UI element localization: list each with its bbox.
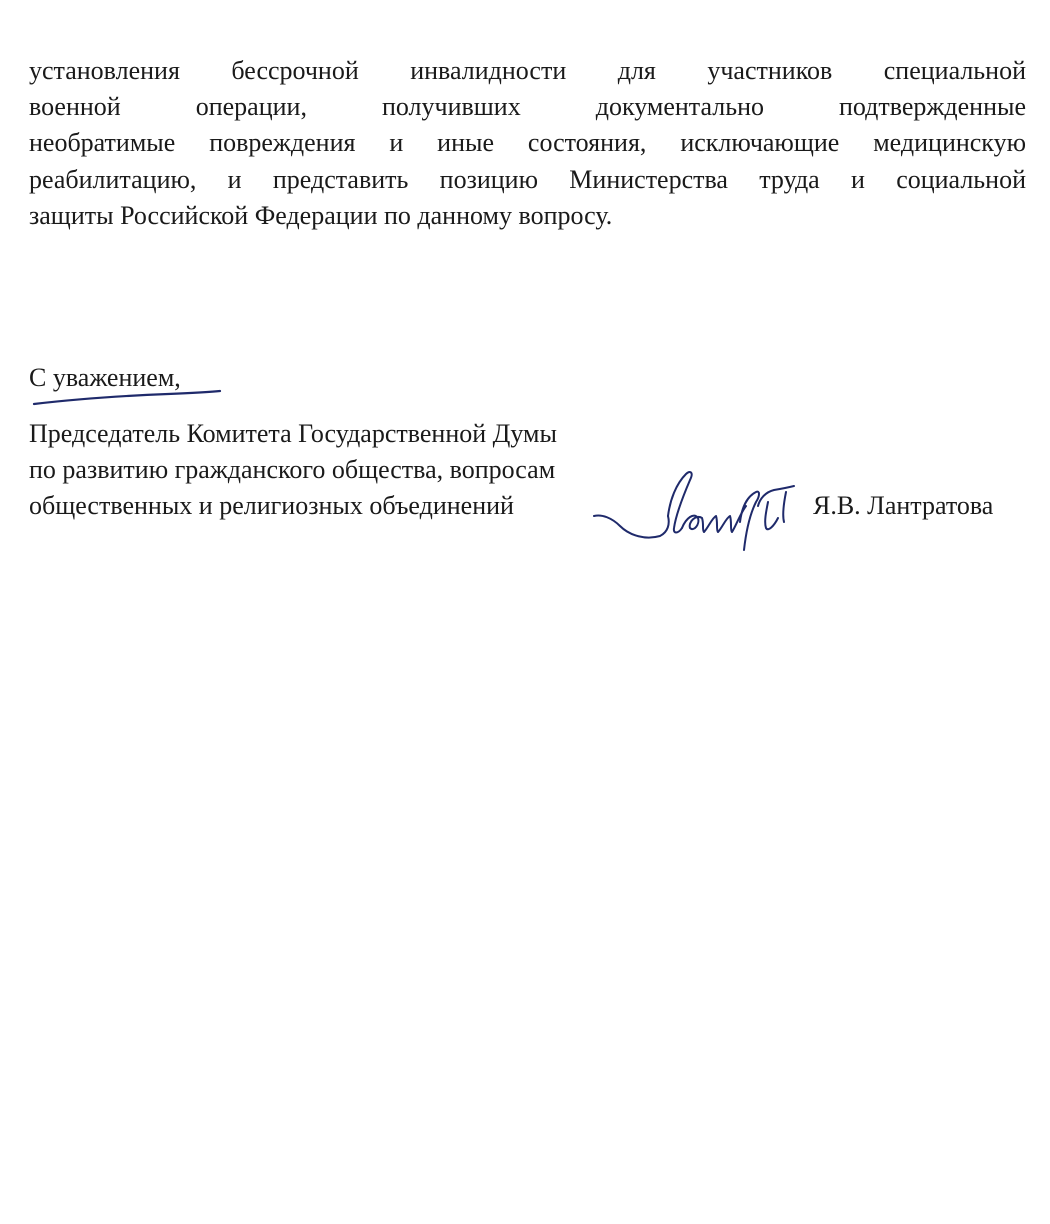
signer-title-line-2: по развитию гражданского общества, вопросам <box>29 455 556 484</box>
body-line-5: защиты Российской Федерации по данному вопросу. <box>29 201 613 230</box>
body-line-3: необратимые повреждения и иные состояния, исключающие медицинскую <box>29 128 1026 157</box>
handwritten-signature <box>590 462 810 558</box>
body-line-4: реабилитацию, и представить позицию Министерства труда и социальной <box>29 165 1026 194</box>
signer-name: Я.В. Лантратова <box>813 491 994 520</box>
body-line-1: установления бессрочной инвалидности для участников специальной <box>29 56 1026 85</box>
body-line-2: военной операции, получивших документально подтвержденные <box>29 92 1026 121</box>
signer-title-line-1: Председатель Комитета Государственной Думы <box>29 419 557 448</box>
closing-salutation: С уважением, <box>29 363 181 392</box>
signer-title-line-3: общественных и религиозных объединений <box>29 491 514 520</box>
